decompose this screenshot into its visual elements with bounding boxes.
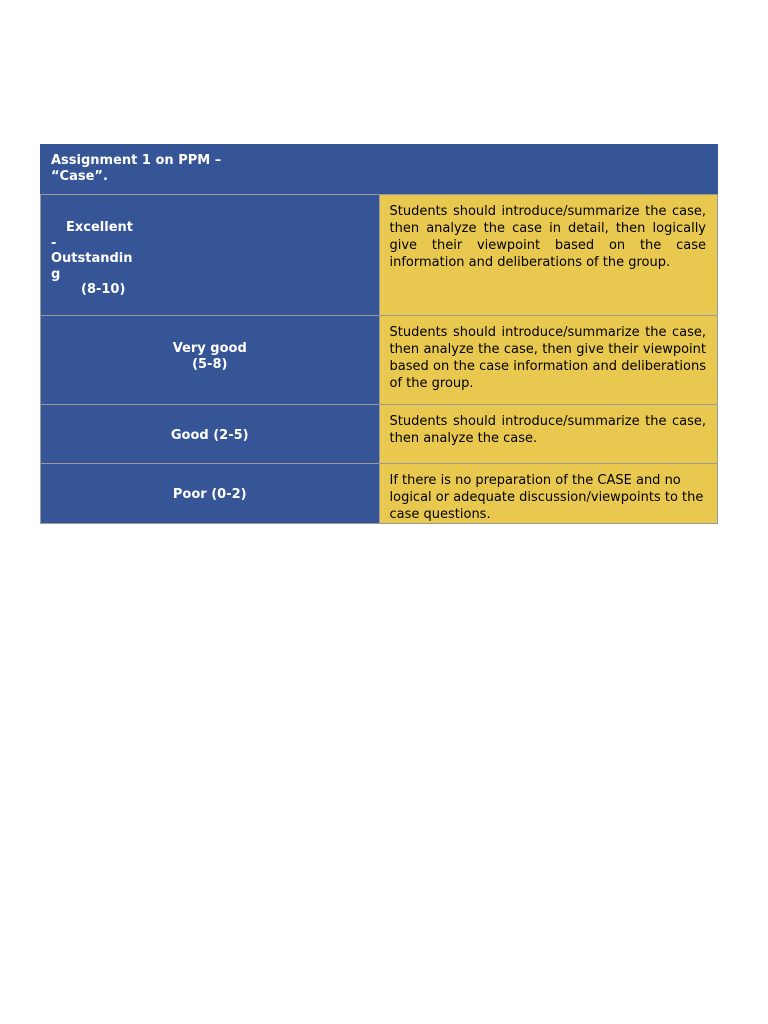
grade-very-good-range: (5-8) [192,356,228,372]
description-cell-very-good: Students should introduce/summarize the case, then analyze the case, then give their viewpoint based on the case information and deliberations of the group. [379,316,718,405]
rubric-header-row [41,145,718,195]
assignment-rubric-table [40,144,718,524]
grade-excellent-line-2: - [51,235,57,251]
rubric-row-very-good [41,316,718,405]
rubric-title-line-2: “Case”. [51,169,108,184]
description-cell-excellent: Students should introduce/summarize the case, then analyze the case in detail, then logically give their viewpoint based on the case information and deliberations of the group. [379,195,718,316]
grade-excellent-line-1: Excellent [66,220,133,235]
grade-label-excellent [41,195,379,298]
description-cell-good: Students should introduce/summarize the case, then analyze the case. [379,405,718,464]
grade-cell-very-good [41,316,380,405]
grade-cell-good [41,405,380,464]
grade-cell-poor [41,464,380,524]
grade-label-poor: Poor (0-2) [172,487,247,502]
grade-label-very-good [41,316,379,372]
rubric-title-cell [41,145,718,195]
rubric-row-good [41,405,718,464]
grade-excellent-range: (8-10) [81,282,126,297]
grade-very-good-line-1: Very good [172,341,247,356]
grade-label-good: Good (2-5) [170,428,249,443]
grade-excellent-line-3: Outstandin [51,251,133,266]
grade-cell-excellent [41,195,380,316]
rubric-row-excellent [41,195,718,316]
grade-excellent-line-4: g [51,266,61,282]
description-cell-poor: If there is no preparation of the CASE and no logical or adequate discussion/viewpoints to the case questions. [379,464,718,524]
rubric-title-line-1: Assignment 1 on PPM – [51,153,222,168]
rubric-row-poor [41,464,718,524]
